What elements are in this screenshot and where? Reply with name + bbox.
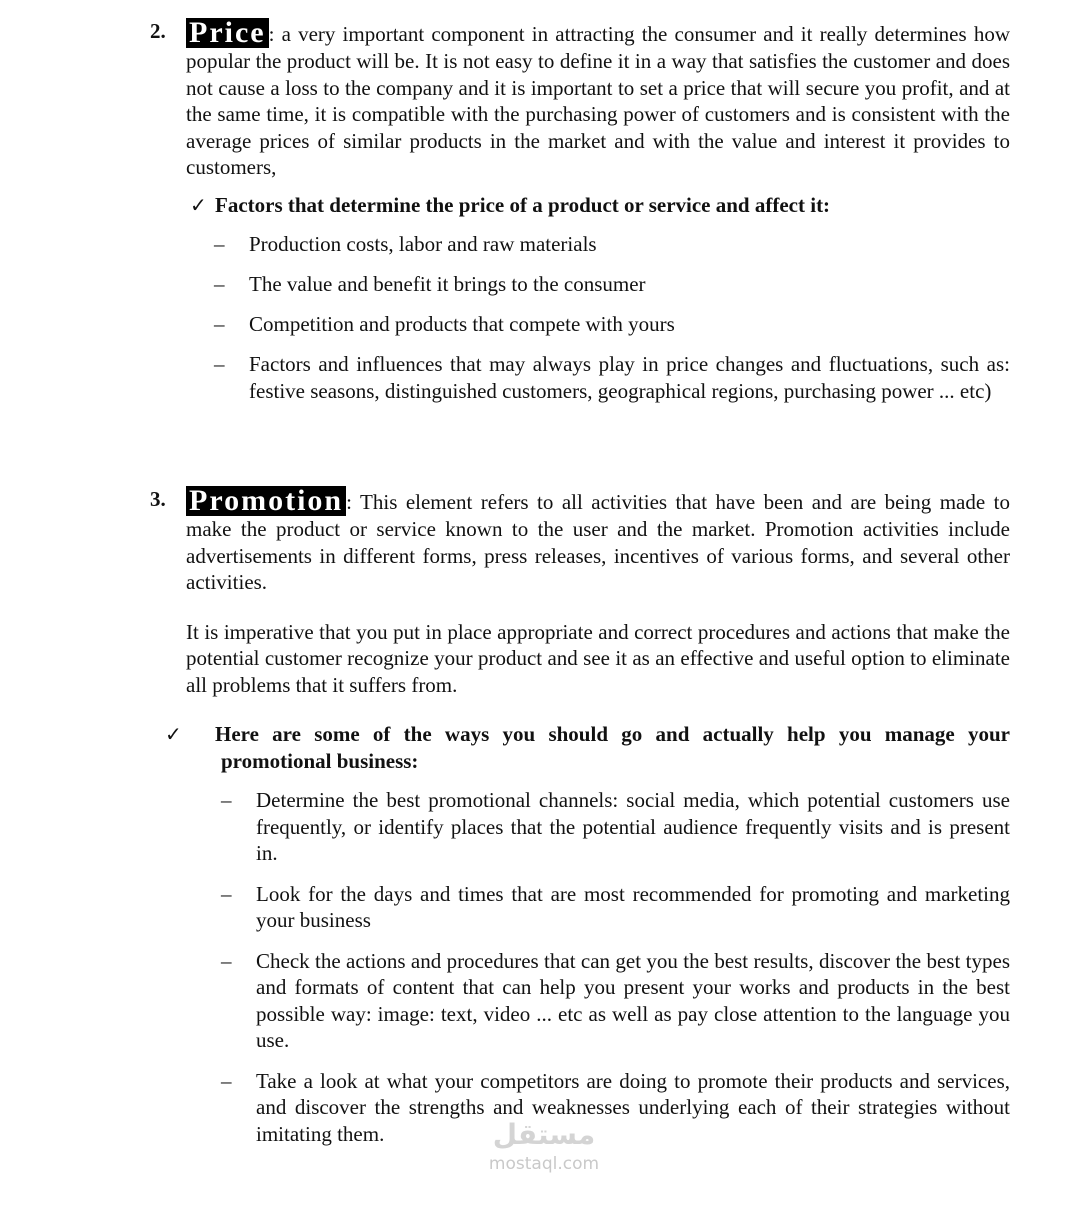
promotion-ways-list — [221, 787, 1010, 1147]
dash-bullet-icon: – — [214, 232, 225, 256]
price-factors-heading — [190, 192, 1010, 219]
list-item-text: Production costs, labor and raw materials — [249, 232, 597, 256]
price-factors-list — [214, 231, 1010, 404]
promotion-section-number: 3. — [150, 487, 166, 511]
promotion-section — [150, 486, 1010, 1147]
list-item-text: Factors and influences that may always play in price changes and fluctuations, such as: festive seasons, distinguished customers, geographical regions, purchasing power ... etc) — [249, 352, 1010, 403]
dash-bullet-icon: – — [214, 312, 225, 336]
dash-bullet-icon: – — [221, 1068, 232, 1093]
price-intro-paragraph — [150, 18, 1010, 181]
price-section-number: 2. — [150, 19, 166, 43]
list-item — [221, 948, 1010, 1054]
list-item-text: Take a look at what your competitors are doing to promote their products and services, and discover the strengths and weaknesses underlying each of their strategies without imitating them. — [256, 1068, 1010, 1146]
list-item — [221, 881, 1010, 934]
promotion-ways-heading-text: Here are some of the ways you should go and actually help you manage your promotional business: — [215, 722, 1010, 773]
list-item-text: Look for the days and times that are most recommended for promoting and marketing your business — [256, 881, 1010, 932]
price-section — [150, 18, 1010, 404]
list-item — [214, 271, 1010, 298]
dash-bullet-icon: – — [214, 272, 225, 296]
list-item — [221, 1068, 1010, 1148]
watermark-site: mostaql.com — [488, 1154, 600, 1174]
price-factors-heading-text: Factors that determine the price of a product or service and affect it: — [215, 192, 831, 217]
dash-bullet-icon: – — [214, 352, 225, 376]
promotion-title: Promotion — [186, 486, 346, 516]
list-item-text: The value and benefit it brings to the consumer — [249, 272, 646, 296]
promotion-intro-text: : This element refers to all activities that have been and are being made to make the product or service known to the user and the market. Promotion activities include advertisements in different forms, press releases, incentives of various forms, and several other activities. — [186, 490, 1010, 594]
checkmark-icon: ✓ — [165, 722, 182, 746]
mostaql-watermark — [474, 1118, 614, 1174]
price-intro-text: : a very important component in attracting the consumer and it really determines how popular the product will be. It is not easy to define it in a way that satisfies the customer and does not cause a loss to the company and it is important to set a price that will secure you profit, and at the same time, it is compatible with the purchasing power of customers and is consistent with the average prices of similar products in the market and with the value and interest it provides to customers, — [186, 22, 1010, 179]
promotion-intro-paragraph — [150, 486, 1010, 596]
checkmark-icon: ✓ — [190, 192, 207, 217]
dash-bullet-icon: – — [221, 948, 232, 973]
list-item — [214, 231, 1010, 258]
dash-bullet-icon: – — [221, 788, 232, 812]
watermark-logo: مستقل — [492, 1118, 596, 1151]
list-item — [214, 351, 1010, 404]
list-item-text: Check the actions and procedures that can get you the best results, discover the best types and formats of content that can help you present your works and products in the best possible way: image: text, video ... etc as well as pay close attention to the language you use. — [256, 948, 1010, 1052]
price-title: Price — [186, 18, 269, 48]
list-item-text: Competition and products that compete with yours — [249, 312, 675, 336]
dash-bullet-icon: – — [221, 881, 232, 906]
promotion-paragraph: It is imperative that you put in place appropriate and correct procedures and actions that make the potential customer recognize your product and see it as an effective and useful option to eliminate all problems that it suffers from. — [186, 619, 1010, 697]
list-item — [214, 311, 1010, 338]
promotion-ways-heading — [165, 721, 1010, 774]
list-item-text: Determine the best promotional channels: social media, which potential customers use frequently, or identify places that the potential audience frequently visits and is present in. — [256, 788, 1010, 865]
list-item — [221, 787, 1010, 867]
